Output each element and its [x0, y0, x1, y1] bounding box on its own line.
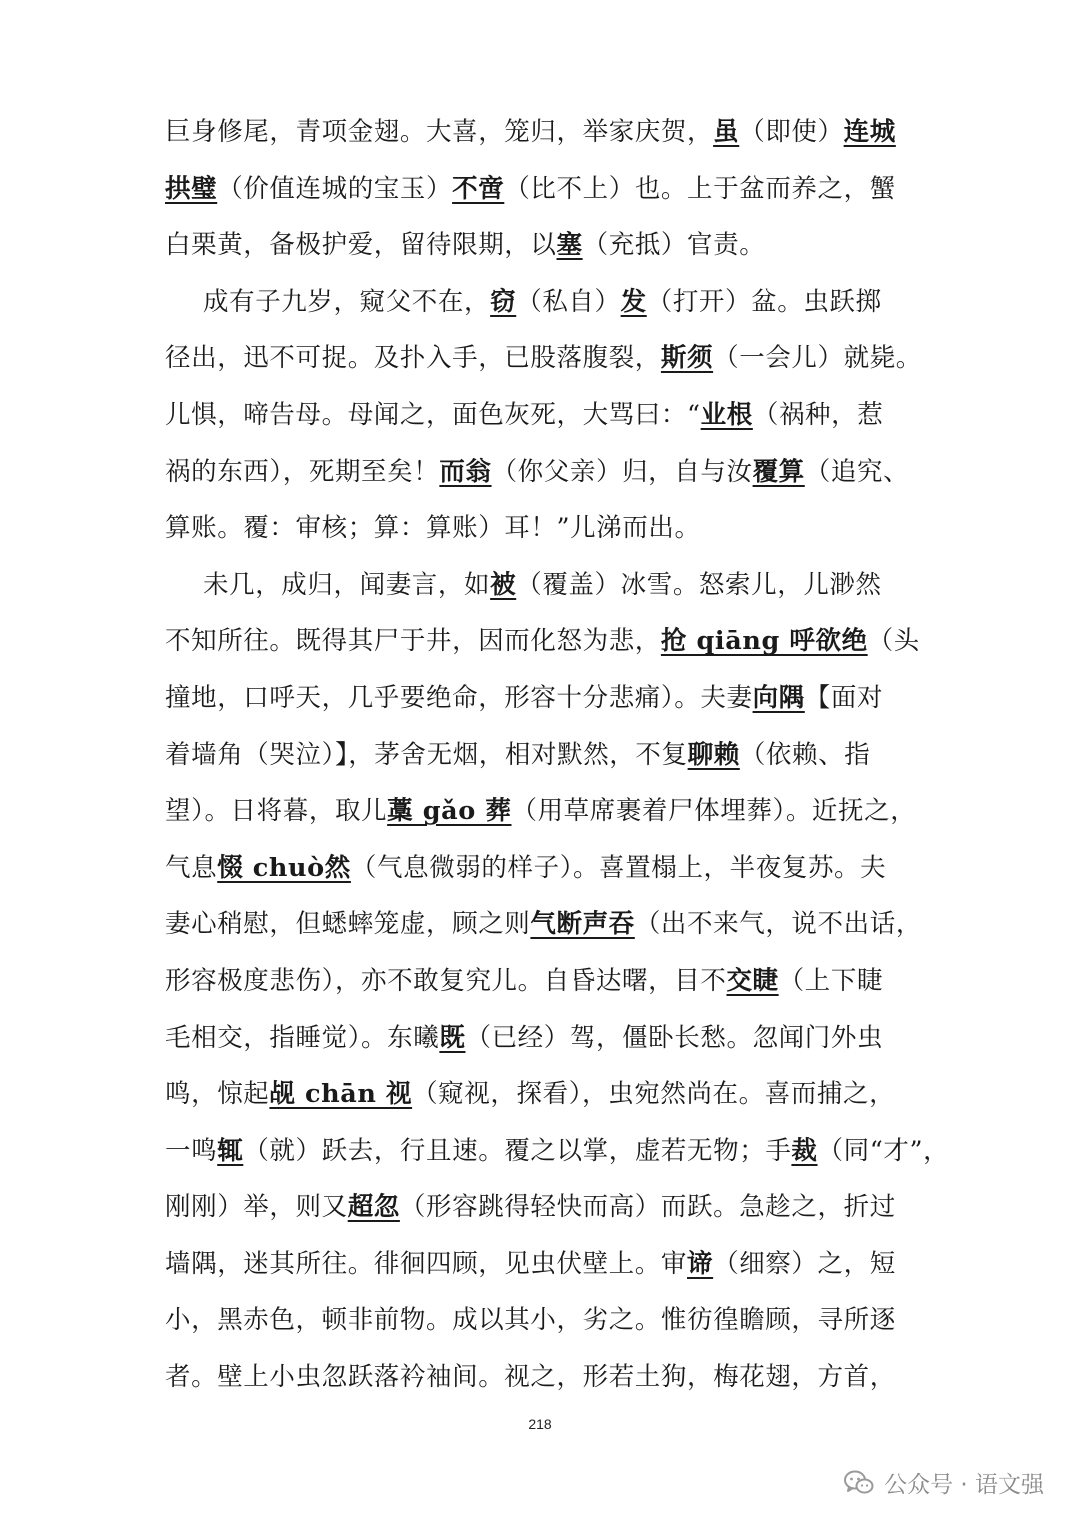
text-run: （追究、 [804, 456, 910, 487]
text-run: （打开）盆。虫跃掷 [646, 286, 882, 317]
text-run: （你父亲）归，自与汝 [491, 456, 753, 487]
text-line [165, 953, 917, 1010]
annotated-term: 谛 [687, 1248, 714, 1279]
text-line [165, 387, 917, 444]
text-run: 墙隅，迷其所往。徘徊四顾，见虫伏壁上。审 [165, 1248, 688, 1279]
text-run: 形容极度悲伤），亦不敢复究儿。自昏达曙，目不 [165, 965, 727, 996]
text-run: 者。壁上小虫忽跃落衿袖间。视之，形若土狗，梅花翅，方首， [165, 1362, 896, 1393]
annotated-term: 塞 [556, 230, 583, 261]
annotated-term: 既 [439, 1022, 466, 1053]
annotated-term: 发 [620, 286, 647, 317]
text-run: 气息 [165, 852, 218, 883]
text-run: （价值连城的宝玉） [217, 173, 453, 204]
annotated-term: 虽 [713, 117, 740, 147]
text-run: 望）。日将暮，取儿 [165, 796, 388, 827]
annotated-term: 拱璧 [165, 173, 218, 204]
annotated-term: 业根 [700, 399, 753, 430]
annotated-term: 超忽 [347, 1192, 400, 1223]
text-run: （覆盖）冰雪。怒索儿，儿渺然 [516, 569, 882, 600]
text-run: 毛相交，指睡觉）。东曦 [165, 1022, 440, 1053]
text-run: （即使） [739, 117, 844, 147]
text-run: 未几，成归，闻妻言，如 [203, 569, 491, 600]
text-run: （同“才”， [817, 1135, 950, 1166]
text-run: 一鸣 [165, 1135, 218, 1166]
text-run: （私自） [516, 286, 621, 317]
text-line [165, 1236, 917, 1293]
text-line [165, 1349, 917, 1406]
text-run: 巨身修尾，青项金翅。大喜，笼归，举家庆贺， [165, 117, 714, 147]
text-run: （比不上）也。上于盆而养之，蟹 [504, 173, 896, 204]
annotated-term: 斯须 [660, 343, 714, 374]
text-run: 儿惧，啼告母。母闻之，面色灰死，大骂曰：“ [165, 399, 701, 430]
text-line [165, 1179, 917, 1236]
text-run: （依赖、指 [739, 739, 871, 770]
annotated-term: 觇 chān 视 [269, 1079, 413, 1110]
text-line [165, 783, 917, 840]
annotated-term: 交睫 [726, 965, 779, 996]
text-run: 【面对 [804, 682, 884, 713]
text-line [165, 217, 917, 274]
page-number: 218 [528, 1416, 552, 1432]
text-line [165, 727, 917, 784]
text-line [165, 104, 917, 161]
text-line [165, 670, 917, 727]
text-run: （上下睫 [778, 965, 884, 996]
text-run: 祸的东西），死期至矣！ [165, 456, 440, 487]
text-run: （气息微弱的样子）。喜置榻上，半夜复苏。夫 [350, 852, 887, 883]
text-line [165, 1292, 917, 1349]
text-run: 算账。覆：审核；算：算账）耳！”儿涕而出。 [165, 513, 701, 544]
annotated-term: 向隅 [752, 682, 805, 713]
text-run: （用草席裹着尸体埋葬）。近抚之， [511, 796, 917, 827]
text-run: （头 [867, 626, 920, 657]
text-line [165, 274, 917, 331]
annotated-term: 而翁 [439, 456, 492, 487]
text-run: （出不来气，说不出话， [634, 909, 922, 940]
text-line [165, 1066, 917, 1123]
watermark-text: 公众号 · 语文强 [884, 1472, 1044, 1498]
text-run: （充抵）官责。 [582, 230, 766, 261]
text-run: 刚刚）举，则又 [165, 1192, 348, 1223]
annotated-term: 不啻 [452, 173, 505, 204]
annotated-term: 裁 [791, 1135, 818, 1166]
annotated-term: 连城 [843, 117, 896, 147]
text-line [165, 444, 917, 501]
text-run: （已经）驾，僵卧长愁。忽闻门外虫 [465, 1022, 884, 1053]
text-run: （窥视，探看），虫宛然尚在。喜而捕之， [412, 1079, 896, 1110]
text-run: 鸣，惊起 [165, 1079, 270, 1110]
text-run: 成有子九岁，窥父不在， [203, 286, 491, 317]
wechat-icon [844, 1470, 874, 1496]
annotated-term: 气断声吞 [530, 909, 635, 940]
text-run: 小，黑赤色，顿非前物。成以其小，劣之。惟彷徨瞻顾，寻所逐 [165, 1305, 896, 1336]
text-line [165, 613, 920, 670]
text-line [165, 1123, 950, 1180]
text-run: 径出，迅不可捉。及扑入手，已股落腹裂， [165, 343, 661, 374]
annotated-term: 抢 qiāng 呼欲绝 [660, 626, 868, 657]
text-run: （就）跃去，行且速。覆之以掌，虚若无物；手 [243, 1135, 792, 1166]
text-run: （细察）之，短 [713, 1248, 896, 1279]
text-run: 撞地，口呼天，几乎要绝命，形容十分悲痛）。夫妻 [165, 682, 753, 713]
text-run: 着墙角（哭泣）】，茅舍无烟，相对默然，不复 [165, 739, 688, 770]
text-run: （形容跳得轻快而高）而跃。急趁之，折过 [399, 1192, 896, 1223]
watermark [844, 1466, 1044, 1499]
text-run: 妻心稍慰，但蟋蟀笼虚，顾之则 [165, 909, 531, 940]
text-run: 不知所往。既得其尸于井，因而化怒为悲， [165, 626, 661, 657]
annotated-term: 被 [490, 569, 517, 600]
body-text [165, 104, 950, 1406]
text-line [165, 896, 922, 953]
annotated-term: 聊赖 [687, 739, 740, 770]
text-line [165, 500, 917, 557]
text-line [165, 1010, 917, 1067]
text-line [165, 557, 917, 614]
text-run: 白栗黄，备极护爱，留待限期，以 [165, 230, 557, 261]
annotated-term: 覆算 [752, 456, 805, 487]
text-run: （一会儿）就毙。 [713, 343, 922, 374]
annotated-term: 窃 [490, 286, 517, 317]
text-line [165, 330, 922, 387]
annotated-term: 辄 [217, 1135, 244, 1166]
text-run: （祸种，惹 [752, 399, 884, 430]
text-line [165, 161, 917, 218]
annotated-term: 惙 chuò然 [217, 852, 351, 883]
text-line [165, 840, 917, 897]
annotated-term: 藁 gǎo 葬 [387, 796, 512, 827]
